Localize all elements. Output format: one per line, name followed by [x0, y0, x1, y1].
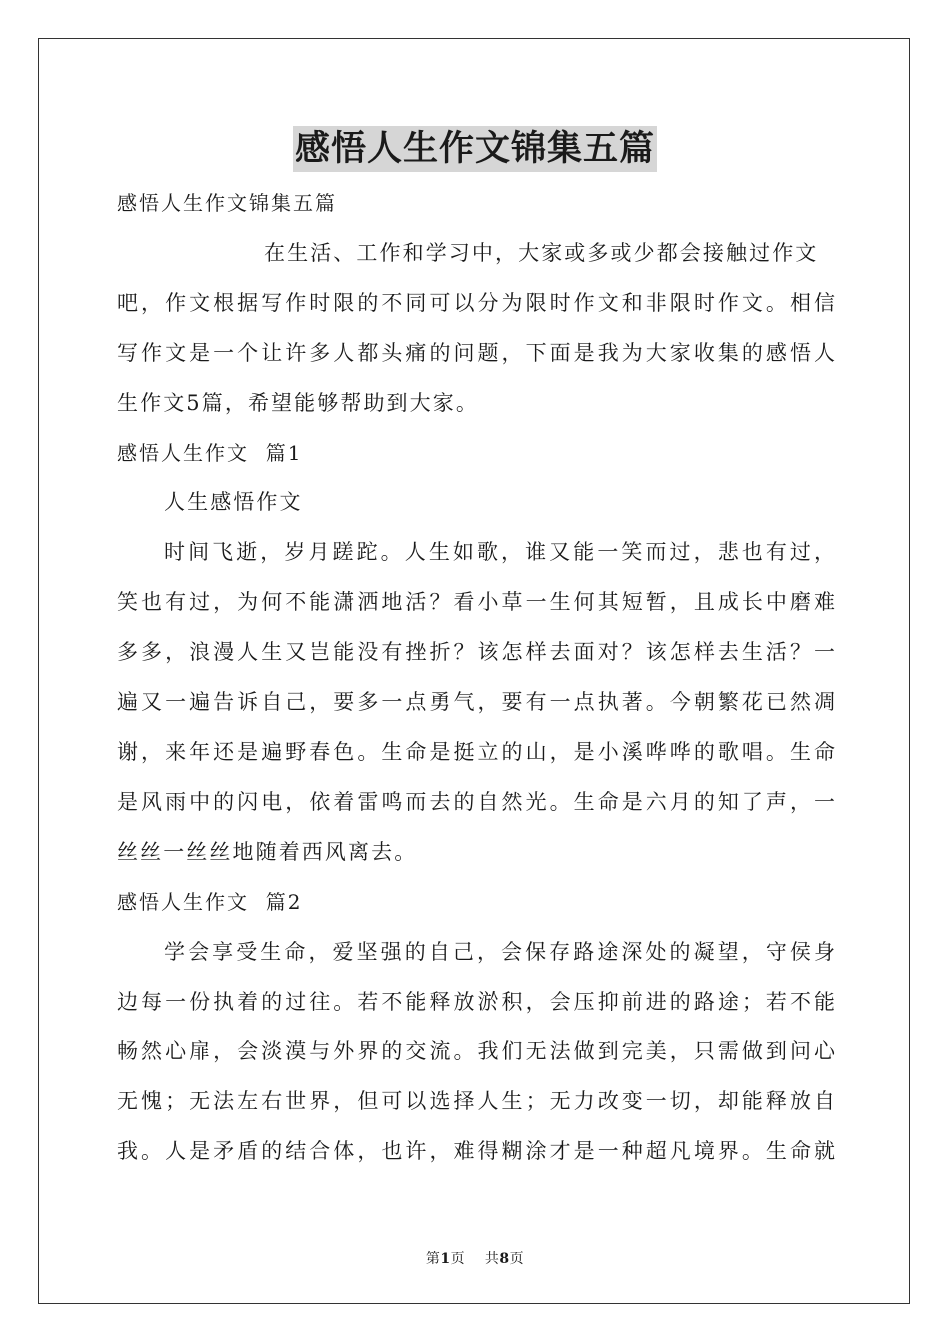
paragraph-line: 边每一份执着的过往。若不能释放淤积，会压抑前进的路途；若不能 — [117, 989, 835, 1014]
paragraph-line: 畅然心扉，会淡漠与外界的交流。我们无法做到完美，只需做到问心 — [117, 1039, 835, 1064]
document-title-wrapper — [0, 126, 950, 172]
footer-suffix: 页 — [509, 1251, 525, 1267]
section-subheading: 人生感悟作文 — [164, 490, 303, 515]
document-body — [117, 179, 835, 1177]
paragraph-line: 丝丝一丝丝地随着西风离去。 — [117, 839, 418, 864]
intro-line: 吧，作文根据写作时限的不同可以分为限时作文和非限时作文。相信 — [117, 290, 835, 315]
footer-prefix: 第 — [425, 1251, 441, 1267]
paragraph-line: 遍又一遍告诉自己，要多一点勇气，要有一点执著。今朝繁花已然凋 — [117, 690, 835, 715]
footer-mid: 页 共 — [450, 1251, 500, 1267]
intro-line: 写作文是一个让许多人都头痛的问题，下面是我为大家收集的感悟人 — [117, 340, 835, 365]
paragraph-line: 我。人是矛盾的结合体，也许，难得糊涂才是一种超凡境界。生命就 — [117, 1139, 835, 1164]
section-heading: 感悟人生作文 篇1 — [117, 440, 303, 465]
section-heading: 感悟人生作文 篇2 — [117, 889, 303, 914]
paragraph-line: 多多，浪漫人生又岂能没有挫折？该怎样去面对？该怎样去生活？一 — [117, 640, 835, 665]
paragraph-line: 笑也有过，为何不能潇洒地活？看小草一生何其短暂，且成长中磨难 — [117, 590, 835, 615]
intro-line: 在生活、工作和学习中，大家或多或少都会接触过作文 — [264, 240, 819, 265]
footer-total-pages: 8 — [499, 1251, 510, 1267]
document-title: 感悟人生作文锦集五篇 — [293, 126, 657, 172]
document-subtitle: 感悟人生作文锦集五篇 — [117, 191, 337, 215]
paragraph-line: 谢，来年还是遍野春色。生命是挺立的山，是小溪哗哗的歌唱。生命 — [117, 739, 835, 764]
paragraph-line: 学会享受生命，爱坚强的自己，会保存路途深处的凝望，守侯身 — [164, 939, 835, 964]
paragraph-line: 时间飞逝，岁月蹉跎。人生如歌，谁又能一笑而过，悲也有过， — [164, 540, 835, 565]
intro-line: 生作文5篇，希望能够帮助到大家。 — [117, 390, 479, 415]
page-footer — [0, 1248, 950, 1268]
paragraph-line: 是风雨中的闪电，依着雷鸣而去的自然光。生命是六月的知了声，一 — [117, 789, 835, 814]
footer-page-number: 1 — [440, 1251, 451, 1267]
paragraph-line: 无愧；无法左右世界，但可以选择人生；无力改变一切，却能释放自 — [117, 1089, 835, 1114]
